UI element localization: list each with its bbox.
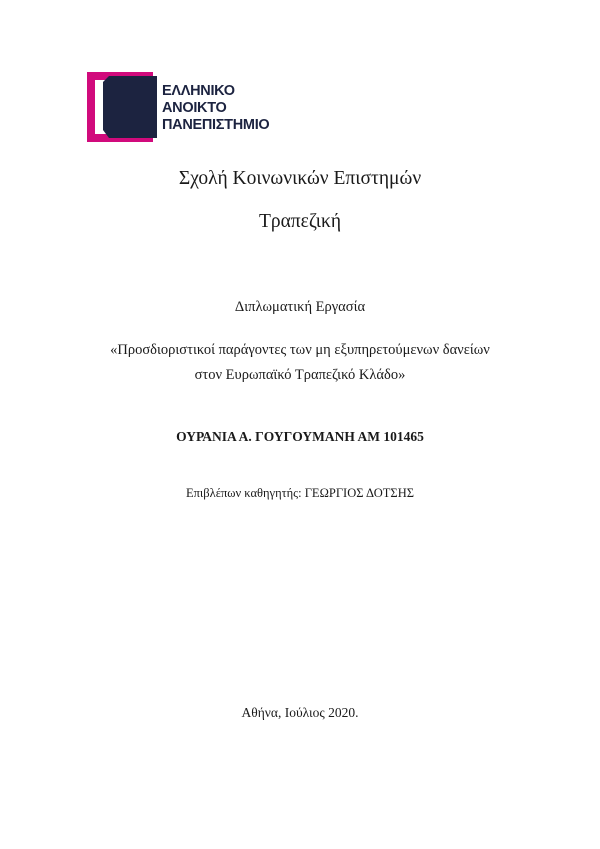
logo-line-1: ΕΛΛΗΝΙΚΟ [162,83,235,99]
thesis-title-line-2: στον Ευρωπαϊκό Τραπεζικό Κλάδο» [194,367,406,383]
logo-wordmark [162,83,269,134]
supervisor: Επιβλέπων καθηγητής: ΓΕΩΡΓΙΟΣ ΔΟΤΣΗΣ [185,486,414,500]
department-name: Τραπεζική [258,211,342,232]
university-logo [87,72,287,144]
thesis-type: Διπλωματική Εργασία [234,299,366,315]
logo-emblem-icon [87,72,159,144]
author-name: ΟΥΡΑΝΙΑ Α. ΓΟΥΓΟΥΜΑΝΗ ΑΜ 101465 [176,429,424,444]
logo-line-3: ΠΑΝΕΠΙΣΤΗΜΙΟ [162,117,270,133]
place-date: Αθήνα, Ιούλιος 2020. [241,705,359,720]
logo-line-2: ΑΝΟΙΚΤΟ [162,100,227,116]
thesis-title-line-1: «Προσδιοριστικοί παράγοντες των μη εξυπηρετούμενων δανείων [110,342,490,358]
school-name: Σχολή Κοινωνικών Επιστημών [178,168,422,189]
